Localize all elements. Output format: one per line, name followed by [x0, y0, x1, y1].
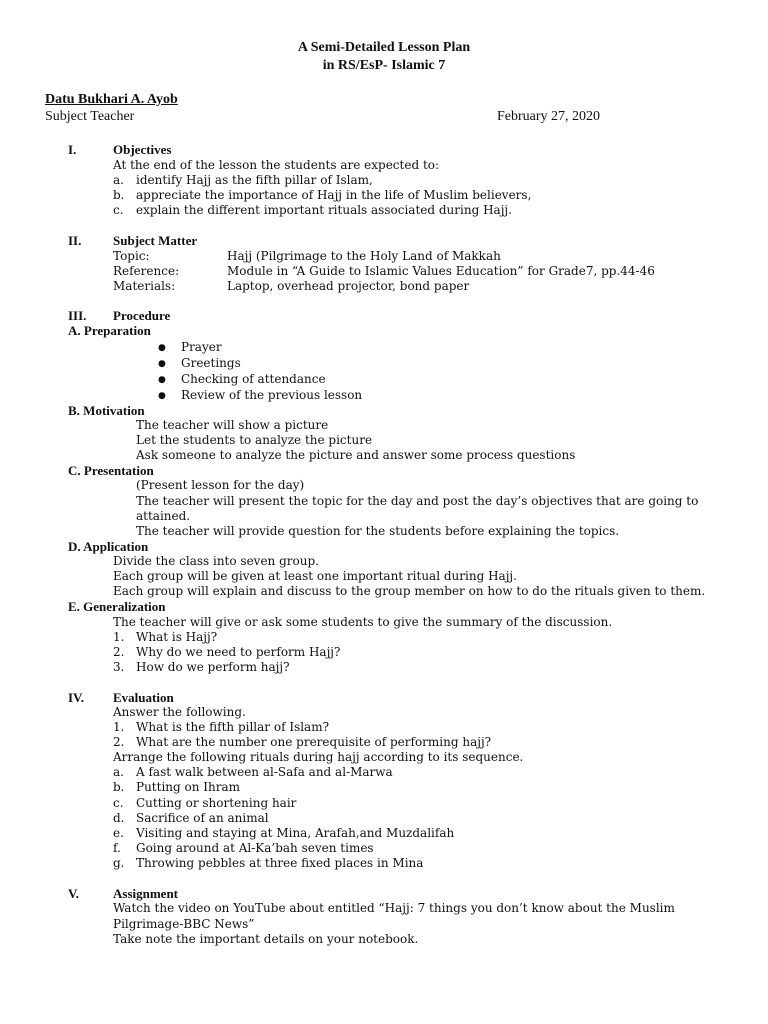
ritual-item: Cutting or shortening hair — [136, 796, 297, 810]
presentation-line: The teacher will provide question for the students before explaining the topics. — [136, 524, 620, 538]
subject-value-topic: Hajj (Pilgrimage to the Holy Land of Makkah — [227, 249, 501, 263]
generalization-question: How do we perform hajj? — [136, 660, 290, 674]
subject-value-reference: Module in “A Guide to Islamic Values Education” for Grade7, pp.44-46 — [227, 264, 655, 278]
generalization-question: Why do we need to perform Hajj? — [136, 645, 341, 659]
section-heading-procedure: Procedure — [113, 308, 171, 323]
author-role: Subject Teacher — [45, 109, 135, 124]
ritual-item: Going around at Al-Ka’bah seven times — [136, 841, 374, 855]
author-name: Datu Bukhari A. Ayob — [45, 92, 178, 107]
subsection-heading-preparation: A. Preparation — [68, 323, 151, 338]
section-number-assignment: V. — [68, 886, 79, 901]
generalization-question: What is Hajj? — [136, 630, 218, 644]
bullet-icon: ● — [158, 375, 166, 385]
section-number-subject-matter: II. — [68, 233, 82, 248]
list-marker: f. — [113, 841, 121, 855]
application-line: Each group will explain and discuss to the group member on how to do the rituals given to them. — [113, 584, 706, 598]
evaluation-question: What is the fifth pillar of Islam? — [136, 720, 330, 734]
bullet-icon: ● — [158, 391, 166, 401]
ritual-item: Throwing pebbles at three fixed places in Mina — [136, 856, 424, 870]
bullet-icon: ● — [158, 359, 166, 369]
generalization-intro: The teacher will give or ask some students to give the summary of the discussion. — [113, 615, 613, 629]
subject-label-reference: Reference: — [113, 264, 180, 278]
motivation-line: Let the students to analyze the picture — [136, 433, 373, 447]
application-line: Divide the class into seven group. — [113, 554, 319, 568]
section-heading-subject-matter: Subject Matter — [113, 233, 198, 248]
evaluation-question: What are the number one prerequisite of performing hajj? — [136, 735, 492, 749]
application-line: Each group will be given at least one important ritual during Hajj. — [113, 569, 517, 583]
objective-item: explain the different important rituals associated during Hajj. — [136, 203, 512, 217]
motivation-line: The teacher will show a picture — [136, 418, 329, 432]
list-marker: g. — [113, 856, 125, 870]
list-marker: c. — [113, 796, 124, 810]
objectives-intro: At the end of the lesson the students are expected to: — [113, 158, 440, 172]
section-number-evaluation: IV. — [68, 690, 85, 705]
section-number-objectives: I. — [68, 142, 77, 157]
subsection-heading-motivation: B. Motivation — [68, 403, 145, 418]
objective-item: appreciate the importance of Hajj in the life of Muslim believers, — [136, 188, 532, 202]
list-marker: 3. — [113, 660, 125, 674]
ritual-item: A fast walk between al-Safa and al-Marwa — [136, 765, 393, 779]
preparation-item: Checking of attendance — [181, 372, 326, 386]
document-date: February 27, 2020 — [497, 109, 601, 124]
document-title-line1: A Semi-Detailed Lesson Plan — [297, 40, 471, 55]
section-number-procedure: III. — [68, 308, 87, 323]
subsection-heading-presentation: C. Presentation — [68, 463, 154, 478]
assignment-line: Take note the important details on your notebook. — [113, 932, 419, 946]
objective-item: identify Hajj as the fifth pillar of Islam, — [136, 173, 373, 187]
subject-value-materials: Laptop, overhead projector, bond paper — [227, 279, 470, 293]
list-marker: 2. — [113, 735, 125, 749]
ritual-item: Sacrifice of an animal — [136, 811, 269, 825]
ritual-item: Putting on Ihram — [136, 780, 241, 794]
section-heading-assignment: Assignment — [113, 886, 179, 901]
list-marker: 1. — [113, 630, 125, 644]
bullet-icon: ● — [158, 343, 166, 353]
list-marker: b. — [113, 188, 125, 202]
list-marker: d. — [113, 811, 125, 825]
list-marker: 1. — [113, 720, 125, 734]
preparation-item: Prayer — [181, 340, 222, 354]
evaluation-intro: Answer the following. — [113, 705, 246, 719]
presentation-line: The teacher will present the topic for the day and post the day’s objectives that are going to — [136, 494, 699, 508]
list-marker: b. — [113, 780, 125, 794]
subject-label-materials: Materials: — [113, 279, 176, 293]
list-marker: a. — [113, 765, 124, 779]
ritual-item: Visiting and staying at Mina, Arafah,and Muzdalifah — [136, 826, 455, 840]
list-marker: a. — [113, 173, 124, 187]
preparation-item: Review of the previous lesson — [181, 388, 363, 402]
motivation-line: Ask someone to analyze the picture and answer some process questions — [136, 448, 576, 462]
section-heading-objectives: Objectives — [113, 142, 172, 157]
subsection-heading-application: D. Application — [68, 539, 149, 554]
assignment-line: Watch the video on YouTube about entitled “Hajj: 7 things you don’t know about the Muslim — [113, 901, 675, 915]
document-title-line2: in RS/EsP- Islamic 7 — [322, 58, 446, 73]
presentation-line: attained. — [136, 509, 191, 523]
arrange-intro: Arrange the following rituals during hajj according to its sequence. — [113, 750, 524, 764]
preparation-item: Greetings — [181, 356, 241, 370]
assignment-line: Pilgrimage-BBC News” — [113, 917, 255, 931]
presentation-line: (Present lesson for the day) — [136, 478, 305, 492]
section-heading-evaluation: Evaluation — [113, 690, 174, 705]
list-marker: c. — [113, 203, 124, 217]
list-marker: 2. — [113, 645, 125, 659]
list-marker: e. — [113, 826, 124, 840]
subject-label-topic: Topic: — [113, 249, 150, 263]
subsection-heading-generalization: E. Generalization — [68, 599, 166, 614]
